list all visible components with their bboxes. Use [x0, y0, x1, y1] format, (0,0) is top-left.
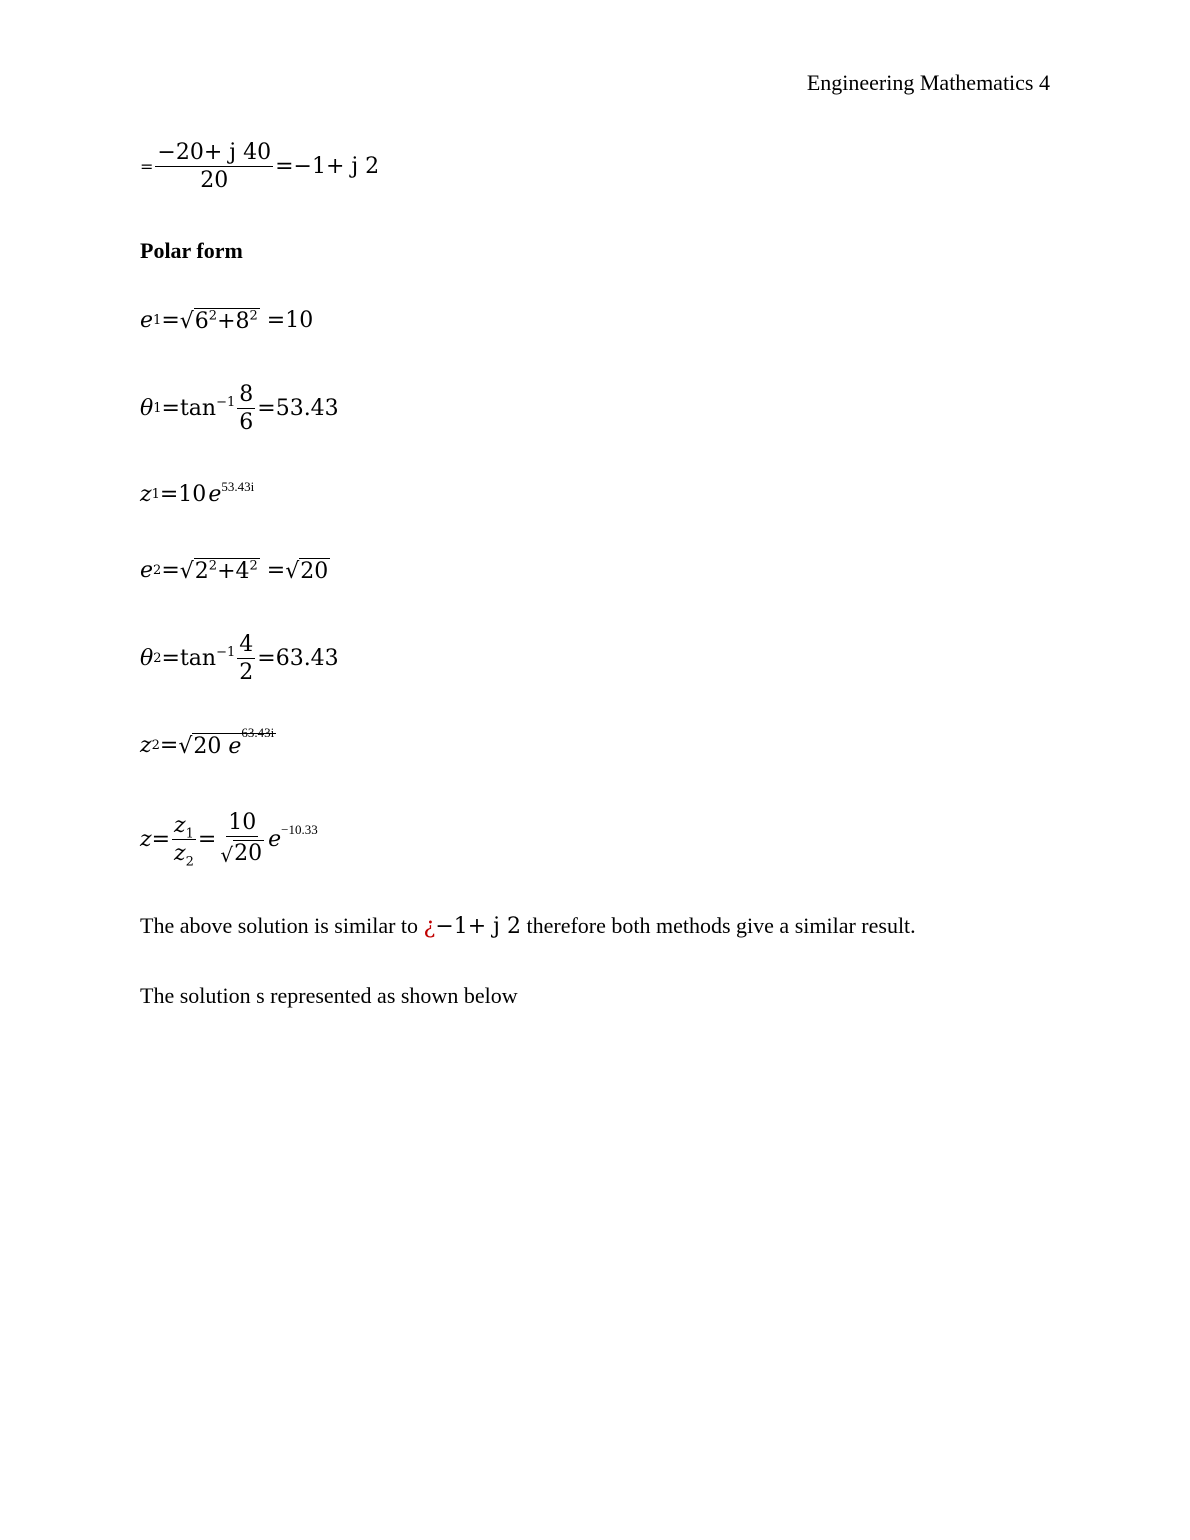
square-root: √ 20: [220, 841, 263, 867]
exponent: 2: [249, 308, 258, 324]
equation-z1: z 1 =10 e $^{53.43i}$: [140, 479, 255, 507]
rhs: =10: [159, 482, 207, 507]
eq-lead: =: [140, 157, 154, 176]
equals: =: [161, 307, 180, 333]
fraction: [155, 142, 273, 192]
var: θ: [140, 396, 154, 421]
square-root: √ 20 $e^{63.43i}$: [178, 724, 275, 759]
fraction: [172, 812, 196, 869]
fraction: [237, 634, 255, 684]
inline-math: −1+ j 2: [435, 914, 521, 939]
square-root: √ 20: [285, 559, 329, 584]
square-root: √ $2^2+4^2$: [179, 558, 258, 584]
function: =tan: [161, 646, 217, 671]
exponent: 2: [249, 558, 258, 574]
base: e: [228, 734, 242, 759]
term: 8: [235, 309, 250, 334]
numerator: −20+ j 40: [157, 140, 272, 165]
numerator: [172, 812, 196, 841]
denominator: 2: [239, 660, 254, 685]
exponent: 63.43i: [241, 724, 275, 740]
equals: =: [197, 826, 217, 852]
paragraph: The solution s represented as shown below: [140, 983, 518, 1008]
page-header: Engineering Mathematics 4: [806, 70, 1050, 95]
numerator: 8: [239, 382, 254, 407]
square-root: √ $6^2+8^2$: [179, 308, 258, 334]
plus: +: [217, 309, 236, 334]
denominator: [218, 837, 266, 867]
denominator: [172, 840, 196, 869]
denominator: 6: [239, 410, 254, 435]
var: z: [174, 840, 186, 866]
equals: =: [159, 732, 179, 758]
section-heading: Polar form: [140, 238, 243, 263]
result: =10: [259, 307, 314, 333]
base: e: [208, 482, 222, 507]
equation-e1: e 1 = √ $6^2+8^2$ =10: [140, 307, 314, 334]
denominator: 20: [200, 168, 229, 193]
exponent: 2: [208, 308, 218, 324]
text: The above solution is similar to: [140, 913, 424, 938]
paragraph: [140, 913, 916, 939]
equation-z2: z 2 = √ 20 $e^{63.43i}$: [140, 724, 275, 759]
var: e: [140, 307, 154, 333]
var: z: [140, 826, 152, 852]
result: =63.43: [257, 646, 339, 671]
plus: +: [217, 559, 236, 584]
marker-symbol: ¿: [423, 914, 436, 939]
var: e: [140, 557, 154, 583]
var: z: [140, 732, 152, 758]
numerator: 10: [228, 810, 257, 835]
result: =53.43: [257, 396, 339, 421]
equation-result: [140, 142, 379, 192]
subscript: 2: [185, 853, 194, 869]
equals: =: [151, 826, 171, 852]
equals: =: [259, 557, 286, 583]
term: 2: [194, 559, 209, 584]
base: e: [268, 826, 282, 852]
var: z: [140, 482, 152, 507]
radicand: 20: [234, 841, 263, 866]
term: 6: [194, 309, 209, 334]
exponent: 2: [208, 558, 218, 574]
term: 4: [235, 559, 250, 584]
numerator: 4: [239, 632, 254, 657]
fraction: [218, 812, 266, 867]
equals: =: [161, 557, 180, 583]
var: z: [174, 812, 186, 838]
equation-e2: e 2 = √ $2^2+4^2$ = √ 20: [140, 557, 329, 584]
var: θ: [140, 646, 154, 671]
eq-tail: =−1+ j 2: [275, 154, 380, 179]
subscript: 1: [185, 825, 194, 841]
function: =tan: [161, 396, 217, 421]
fraction: [237, 384, 255, 434]
equation-theta1: θ 1 =tan $^{-1}$ $\frac{8}{6}$ =53.43: [140, 382, 339, 435]
text: therefore both methods give a similar result.: [521, 913, 916, 938]
radicand: 20: [300, 559, 329, 584]
equation-z: z = $\frac{z_1}{z_2}$ = 10 √ 20 e $^{-10.33}$: [140, 810, 318, 869]
equation-theta2: θ 2 =tan $^{-1}$ $\frac{4}{2}$ =63.43: [140, 632, 339, 685]
radicand: 20: [193, 734, 222, 759]
